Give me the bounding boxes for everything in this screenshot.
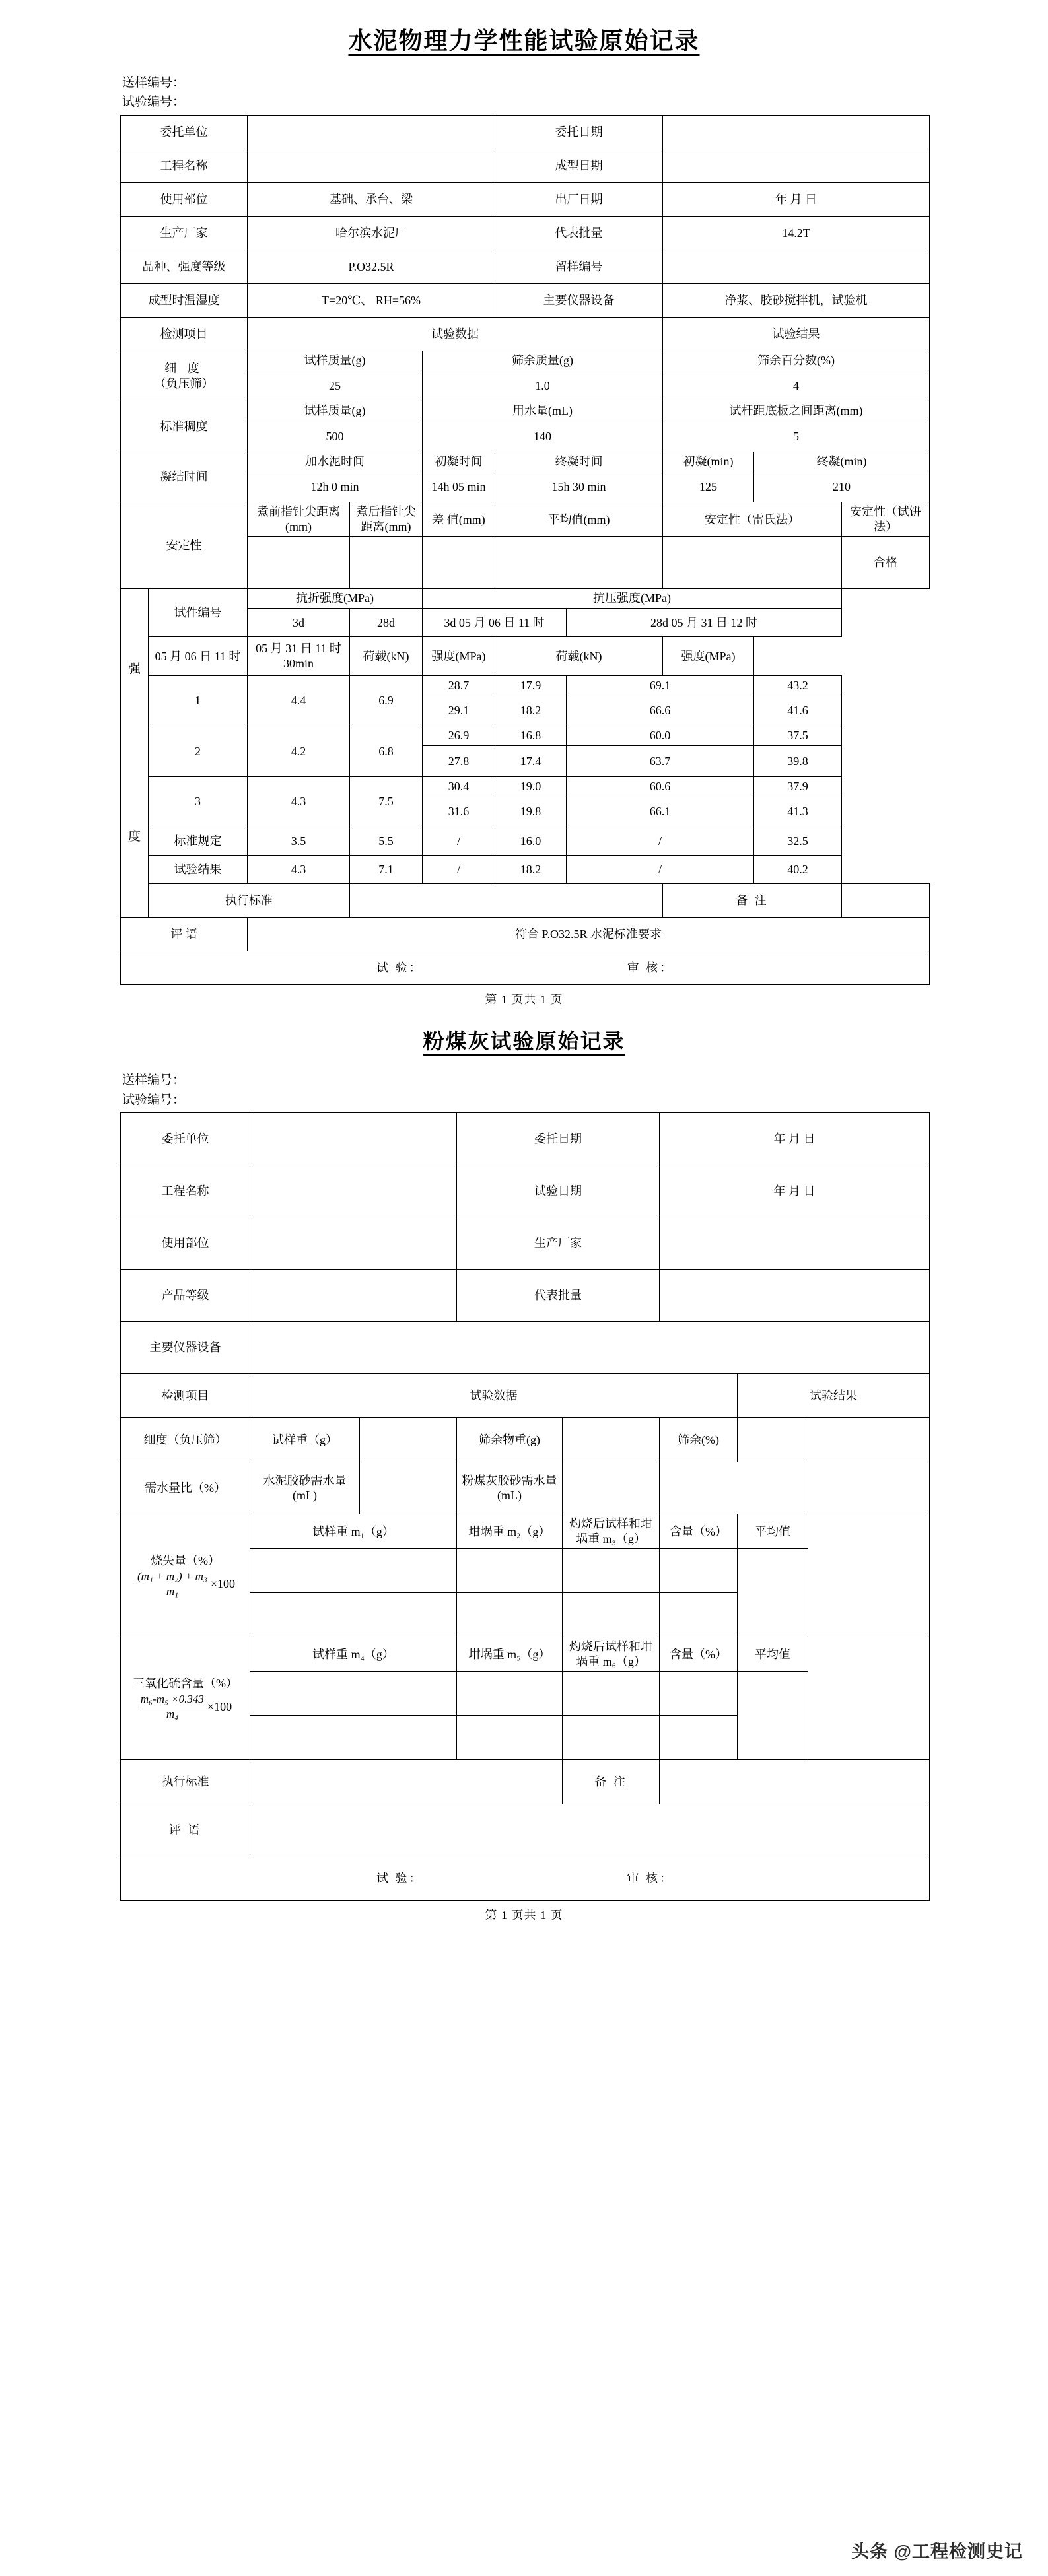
table-row <box>121 1760 930 1804</box>
loi-cell[interactable] <box>250 1593 457 1637</box>
reviewer-label[interactable]: 审 核： <box>627 961 674 975</box>
table-row <box>121 1856 930 1901</box>
page-title-cement: 水泥物理力学性能试验原始记录 <box>348 28 700 54</box>
retained-no-value[interactable] <box>663 250 930 283</box>
consistency-distance-header: 试杆距底板之间距离(mm) <box>663 401 930 421</box>
setting-final-min-header: 终凝(min) <box>754 452 930 471</box>
soundness-diff-header: 差 值(mm) <box>423 502 495 537</box>
comp-load-28d[interactable]: 69.1 <box>567 675 754 695</box>
loi-sample-weight-header: 试样重 m₁（g） <box>250 1514 457 1549</box>
fineness-label: 细 度 （负压筛） <box>121 351 248 401</box>
specimen-no: 2 <box>149 726 248 777</box>
so3-after-burn-header: 灼烧后试样和坩埚重 m₆（g） <box>563 1637 660 1672</box>
table-row <box>121 827 930 856</box>
specimen-no: 3 <box>149 776 248 827</box>
client-label: 委托单位 <box>121 115 248 149</box>
comp-str-3d[interactable]: 17.4 <box>495 745 567 776</box>
remark-label: 备 注 <box>563 1760 660 1804</box>
comp-3d-header: 3d 05 月 06 日 11 时 <box>423 608 567 636</box>
watermark-text: 头条 @工程检测史记 <box>851 2542 1023 2561</box>
spec-flex-3d: 3.5 <box>248 827 350 856</box>
comp-load-3d[interactable]: 30.4 <box>423 776 495 796</box>
specimen-flex-28d[interactable]: 6.8 <box>350 726 423 777</box>
fineness-residue-pct-header: 筛余(%) <box>660 1418 738 1462</box>
item-label: 检测项目 <box>121 1374 250 1418</box>
so3-cell[interactable] <box>660 1716 738 1760</box>
table-row <box>121 884 930 918</box>
fineness-residue-weight-value[interactable] <box>563 1418 660 1462</box>
equipment-value[interactable] <box>250 1322 930 1374</box>
so3-cell[interactable] <box>457 1672 563 1716</box>
manufacturer-label: 生产厂家 <box>121 216 248 250</box>
comp-load-28d[interactable]: 66.1 <box>567 796 754 827</box>
comp-str-28d[interactable]: 41.6 <box>754 695 842 726</box>
table-row <box>121 1462 930 1514</box>
water-demand-blank[interactable] <box>660 1462 808 1514</box>
comment-value[interactable]: 符合 P.O32.5R 水泥标准要求 <box>248 918 930 951</box>
table-row <box>121 1804 930 1856</box>
item-label: 检测项目 <box>121 317 248 351</box>
sample-no-label-1: 送样编号： <box>122 76 186 90</box>
soundness-lei-value[interactable] <box>663 537 842 589</box>
comp-str-3d[interactable]: 17.9 <box>495 675 567 695</box>
manufacturer-value[interactable] <box>660 1217 930 1270</box>
consistency-sample-mass-header: 试样质量(g) <box>248 401 423 421</box>
table-row <box>121 675 930 695</box>
temp-humidity-value[interactable]: T=20℃、 RH=56% <box>248 283 495 317</box>
fineness-residue-weight-header: 筛余物重(g) <box>457 1418 563 1462</box>
manufacturer-label: 生产厂家 <box>457 1217 660 1270</box>
client-value[interactable] <box>250 1113 457 1165</box>
usage-part-value[interactable]: 基础、承台、梁 <box>248 182 495 216</box>
setting-add-water-header: 加水泥时间 <box>248 452 423 471</box>
spec-row-label: 标准规定 <box>149 827 248 856</box>
table-row <box>121 182 930 216</box>
comment-value[interactable] <box>250 1804 930 1856</box>
comp-load-28d[interactable]: 63.7 <box>567 745 754 776</box>
specimen-flex-3d[interactable]: 4.3 <box>248 776 350 827</box>
flex-3d-header: 3d <box>248 608 350 636</box>
soundness-cake-value[interactable]: 合格 <box>842 537 930 589</box>
data-label: 试验数据 <box>250 1374 738 1418</box>
fineness-residue-mass-value[interactable]: 1.0 <box>423 370 663 401</box>
fineness-label: 细度（负压筛） <box>121 1418 250 1462</box>
soundness-after-header: 煮后指针尖距离(mm) <box>350 502 423 537</box>
consistency-water-header: 用水量(mL) <box>423 401 663 421</box>
page-title-flyash: 粉煤灰试验原始记录 <box>423 1029 625 1054</box>
spec-load-28d: / <box>567 827 754 856</box>
loi-cell[interactable] <box>250 1549 457 1593</box>
soundness-label: 安定性 <box>121 502 248 589</box>
reviewer-label[interactable]: 审 核： <box>627 1872 674 1885</box>
temp-humidity-label: 成型时温湿度 <box>121 283 248 317</box>
fineness-residue-pct-value[interactable]: 4 <box>663 370 930 401</box>
table-row <box>121 115 930 149</box>
soundness-after-value[interactable] <box>350 537 423 589</box>
soundness-lei-header: 安定性（雷氏法） <box>663 502 842 537</box>
table-row <box>121 1637 930 1672</box>
table-row <box>121 502 930 537</box>
water-demand-label: 需水量比（%） <box>121 1462 250 1514</box>
table-row <box>121 589 930 609</box>
so3-crucible-header: 坩埚重 m₅（g） <box>457 1637 563 1672</box>
factory-date-label: 出厂日期 <box>495 182 663 216</box>
fineness-residue-mass-header: 筛余质量(g) <box>423 351 663 370</box>
tester-label[interactable]: 试 验： <box>376 1872 423 1885</box>
loi-formula-numerator: (m₁ + m₂) + m₃ <box>135 1570 209 1584</box>
result-label: 试验结果 <box>663 317 930 351</box>
table-row <box>121 1217 930 1270</box>
spec-str-28d: 32.5 <box>754 827 842 856</box>
cement-table-wrap <box>0 112 1048 986</box>
remark-value[interactable] <box>660 1760 930 1804</box>
table-row <box>121 1165 930 1217</box>
flyash-mortar-water-value[interactable] <box>563 1462 660 1514</box>
molding-date-value[interactable] <box>663 149 930 182</box>
fineness-residue-pct-header: 筛余百分数(%) <box>663 351 930 370</box>
flyash-mortar-water-header: 粉煤灰胶砂需水量(mL) <box>457 1462 563 1514</box>
table-row <box>121 1418 930 1462</box>
comp-str-2-header: 强度(MPa) <box>663 636 754 675</box>
comp-load-3d[interactable]: 28.7 <box>423 675 495 695</box>
standard-value[interactable] <box>350 884 663 918</box>
comp-28d-header: 28d 05 月 31 日 12 时 <box>567 608 842 636</box>
product-grade-value[interactable] <box>250 1270 457 1322</box>
so3-cell[interactable] <box>457 1716 563 1760</box>
table-row <box>121 452 930 471</box>
so3-cell[interactable] <box>660 1672 738 1716</box>
compressive-header: 抗压强度(MPa) <box>423 589 842 609</box>
table-row <box>121 1514 930 1549</box>
fineness-sample-mass-value[interactable]: 25 <box>248 370 423 401</box>
comment-label: 评 语 <box>121 918 248 951</box>
comp-load-1-header: 荷载(kN) <box>350 636 423 675</box>
table-row <box>121 149 930 182</box>
comp-load-3d[interactable]: 26.9 <box>423 726 495 746</box>
loi-cell[interactable] <box>457 1593 563 1637</box>
result-load-28d: / <box>567 856 754 884</box>
soundness-cake-header: 安定性（试饼法） <box>842 502 930 537</box>
manufacturer-value[interactable]: 哈尔滨水泥厂 <box>248 216 495 250</box>
fineness-residue-pct-value[interactable] <box>738 1418 808 1462</box>
so3-formula-tail: ×100 <box>207 1699 232 1713</box>
table-row <box>121 856 930 884</box>
cement-test-table <box>120 115 930 986</box>
comp-load-28d[interactable]: 60.6 <box>567 776 754 796</box>
test-no-label-1: 试验编号： <box>122 95 186 110</box>
so3-average-value[interactable] <box>738 1672 808 1760</box>
soundness-avg-value[interactable] <box>495 537 663 589</box>
so3-cell[interactable] <box>563 1672 660 1716</box>
test-date-label: 试验日期 <box>457 1165 660 1217</box>
loi-cell[interactable] <box>660 1549 738 1593</box>
spec-load-3d: / <box>423 827 495 856</box>
so3-sample-weight-header: 试样重 m₄（g） <box>250 1637 457 1672</box>
comp-str-3d[interactable]: 16.8 <box>495 726 567 746</box>
setting-initial-time-value[interactable]: 14h 05 min <box>423 471 495 502</box>
flex-28d-header: 28d <box>350 608 423 636</box>
project-value[interactable] <box>248 149 495 182</box>
batch-value[interactable] <box>660 1270 930 1322</box>
spec-flex-28d: 5.5 <box>350 827 423 856</box>
setting-initial-min-header: 初凝(min) <box>663 452 754 471</box>
consistency-distance-value[interactable]: 5 <box>663 421 930 452</box>
flyash-table-wrap <box>0 1110 1048 1901</box>
comment-label: 评 语 <box>121 1804 250 1856</box>
result-flex-3d: 4.3 <box>248 856 350 884</box>
table-row <box>121 317 930 351</box>
project-label: 工程名称 <box>121 149 248 182</box>
setting-time-label: 凝结时间 <box>121 452 248 502</box>
comp-str-28d[interactable]: 43.2 <box>754 675 842 695</box>
equipment-label: 主要仪器设备 <box>495 283 663 317</box>
flyash-test-table <box>120 1112 930 1901</box>
batch-value[interactable]: 14.2T <box>663 216 930 250</box>
table-row <box>121 1113 930 1165</box>
fineness-result[interactable] <box>808 1418 930 1462</box>
signature-row <box>121 1856 930 1901</box>
usage-part-label: 使用部位 <box>121 1217 250 1270</box>
table-row <box>121 918 930 951</box>
loi-content-header: 含量（%） <box>660 1514 738 1549</box>
standard-label: 执行标准 <box>121 1760 250 1804</box>
so3-cell[interactable] <box>563 1716 660 1760</box>
table-row <box>121 351 930 370</box>
flex-3d-time: 05 月 06 日 11 时 <box>149 636 248 675</box>
loi-cell[interactable] <box>457 1549 563 1593</box>
result-label: 试验结果 <box>738 1374 930 1418</box>
specimen-flex-28d[interactable]: 6.9 <box>350 675 423 726</box>
loi-cell[interactable] <box>563 1593 660 1637</box>
so3-cell[interactable] <box>250 1716 457 1760</box>
loi-cell[interactable] <box>563 1549 660 1593</box>
setting-final-time-header: 终凝时间 <box>495 452 663 471</box>
usage-part-label: 使用部位 <box>121 182 248 216</box>
page-number-1: 第 1 页共 1 页 <box>485 993 563 1007</box>
table-row <box>121 216 930 250</box>
result-flex-28d: 7.1 <box>350 856 423 884</box>
signature-row <box>121 951 930 985</box>
so3-content-header: 含量（%） <box>660 1637 738 1672</box>
table-row <box>121 250 930 283</box>
result-str-3d: 18.2 <box>495 856 567 884</box>
flex-28d-time: 05 月 31 日 11 时 30min <box>248 636 350 675</box>
setting-initial-min-value[interactable]: 125 <box>663 471 754 502</box>
client-label: 委托单位 <box>121 1113 250 1165</box>
commission-date-value[interactable]: 年 月 日 <box>660 1113 930 1165</box>
table-row <box>121 1322 930 1374</box>
loi-average-value[interactable] <box>738 1549 808 1637</box>
soundness-before-header: 煮前指针尖距离(mm) <box>248 502 350 537</box>
loi-cell[interactable] <box>660 1593 738 1637</box>
so3-label: 三氧化硫含量（%） $\frac{\text{m₆-m₅ ×0.343}}{\text{m₄}}$ ×100 <box>121 1637 250 1760</box>
comp-load-3d[interactable]: 27.8 <box>423 745 495 776</box>
test-date-value[interactable]: 年 月 日 <box>660 1165 930 1217</box>
flexural-header: 抗折强度(MPa) <box>248 589 423 609</box>
specimen-no: 1 <box>149 675 248 726</box>
remark-label: 备 注 <box>663 884 842 918</box>
comp-str-28d[interactable]: 37.9 <box>754 776 842 796</box>
comp-load-28d[interactable]: 66.6 <box>567 695 754 726</box>
loss-on-ignition-label: 烧失量（%） $\frac{\text{(m₁ + m₂) + m₃}}{\text{m₁}}$ ×100 <box>121 1514 250 1637</box>
result-load-3d: / <box>423 856 495 884</box>
specimen-flex-3d[interactable]: 4.2 <box>248 726 350 777</box>
comp-str-3d[interactable]: 19.8 <box>495 796 567 827</box>
setting-final-time-value[interactable]: 15h 30 min <box>495 471 663 502</box>
result-row-label: 试验结果 <box>149 856 248 884</box>
table-row <box>121 401 930 421</box>
so3-formula-numerator: m₆-m₅ ×0.343 <box>139 1693 206 1707</box>
tester-label[interactable]: 试 验： <box>376 961 423 975</box>
cement-mortar-water-header: 水泥胶砂需水量(mL) <box>250 1462 360 1514</box>
result-str-28d: 40.2 <box>754 856 842 884</box>
factory-date-value[interactable]: 年 月 日 <box>663 182 930 216</box>
specimen-flex-3d[interactable]: 4.4 <box>248 675 350 726</box>
table-row <box>121 283 930 317</box>
setting-final-min-value[interactable]: 210 <box>754 471 930 502</box>
cement-mortar-water-value[interactable] <box>360 1462 457 1514</box>
spec-str-3d: 16.0 <box>495 827 567 856</box>
soundness-avg-header: 平均值(mm) <box>495 502 663 537</box>
equipment-value[interactable]: 净浆、胶砂搅拌机，试验机 <box>663 283 930 317</box>
so3-formula-denominator: m₄ <box>166 1707 178 1720</box>
setting-add-water-value[interactable]: 12h 0 min <box>248 471 423 502</box>
comp-str-28d[interactable]: 41.3 <box>754 796 842 827</box>
strength-side-label: 强 度 <box>121 589 149 918</box>
molding-date-label: 成型日期 <box>495 149 663 182</box>
batch-label: 代表批量 <box>457 1270 660 1322</box>
project-value[interactable] <box>250 1165 457 1217</box>
grade-label: 品种、强度等级 <box>121 250 248 283</box>
standard-value[interactable] <box>250 1760 563 1804</box>
comp-load-2-header: 荷载(kN) <box>495 636 663 675</box>
soundness-diff-value[interactable] <box>423 537 495 589</box>
client-value[interactable] <box>248 115 495 149</box>
comp-load-3d[interactable]: 29.1 <box>423 695 495 726</box>
loi-formula-denominator: m₁ <box>166 1584 178 1598</box>
table-row <box>121 776 930 796</box>
retained-no-label: 留样编号 <box>495 250 663 283</box>
comp-str-28d[interactable]: 37.5 <box>754 726 842 746</box>
comp-str-3d[interactable]: 18.2 <box>495 695 567 726</box>
fineness-sample-weight-header: 试样重（g） <box>250 1418 360 1462</box>
comp-load-28d[interactable]: 60.0 <box>567 726 754 746</box>
so3-average-header: 平均值 <box>738 1637 808 1672</box>
standard-label: 执行标准 <box>149 884 350 918</box>
setting-initial-time-header: 初凝时间 <box>423 452 495 471</box>
table-row <box>121 951 930 985</box>
loi-crucible-header: 坩埚重 m₂（g） <box>457 1514 563 1549</box>
data-label: 试验数据 <box>248 317 663 351</box>
table-row <box>121 636 930 675</box>
project-label: 工程名称 <box>121 1165 250 1217</box>
batch-label: 代表批量 <box>495 216 663 250</box>
consistency-label: 标准稠度 <box>121 401 248 452</box>
table-row <box>121 1374 930 1418</box>
specimen-flex-28d[interactable]: 7.5 <box>350 776 423 827</box>
water-demand-result[interactable] <box>808 1462 930 1514</box>
loi-average-header: 平均值 <box>738 1514 808 1549</box>
fineness-sample-mass-header: 试样质量(g) <box>248 351 423 370</box>
loi-after-burn-header: 灼烧后试样和坩埚重 m₃（g） <box>563 1514 660 1549</box>
page-number-2: 第 1 页共 1 页 <box>485 1909 563 1922</box>
consistency-water-value[interactable]: 140 <box>423 421 663 452</box>
commission-date-value[interactable] <box>663 115 930 149</box>
fineness-sample-weight-value[interactable] <box>360 1418 457 1462</box>
consistency-sample-mass-value[interactable]: 500 <box>248 421 423 452</box>
table-row <box>121 726 930 746</box>
test-no-label-2: 试验编号： <box>122 1093 186 1107</box>
loi-formula-tail: ×100 <box>210 1576 235 1590</box>
commission-date-label: 委托日期 <box>457 1113 660 1165</box>
so3-result[interactable] <box>808 1637 930 1760</box>
soundness-before-value[interactable] <box>248 537 350 589</box>
comp-str-28d[interactable]: 39.8 <box>754 745 842 776</box>
product-grade-label: 产品等级 <box>121 1270 250 1322</box>
specimen-no-label: 试件编号 <box>149 589 248 637</box>
usage-part-value[interactable] <box>250 1217 457 1270</box>
remark-value[interactable] <box>842 884 930 918</box>
loi-result[interactable] <box>808 1514 930 1637</box>
commission-date-label: 委托日期 <box>495 115 663 149</box>
table-row <box>121 1270 930 1322</box>
equipment-label: 主要仪器设备 <box>121 1322 250 1374</box>
grade-value[interactable]: P.O32.5R <box>248 250 495 283</box>
comp-load-3d[interactable]: 31.6 <box>423 796 495 827</box>
sample-no-label-2: 送样编号： <box>122 1073 186 1088</box>
comp-str-1-header: 强度(MPa) <box>423 636 495 675</box>
comp-str-3d[interactable]: 19.0 <box>495 776 567 796</box>
so3-cell[interactable] <box>250 1672 457 1716</box>
